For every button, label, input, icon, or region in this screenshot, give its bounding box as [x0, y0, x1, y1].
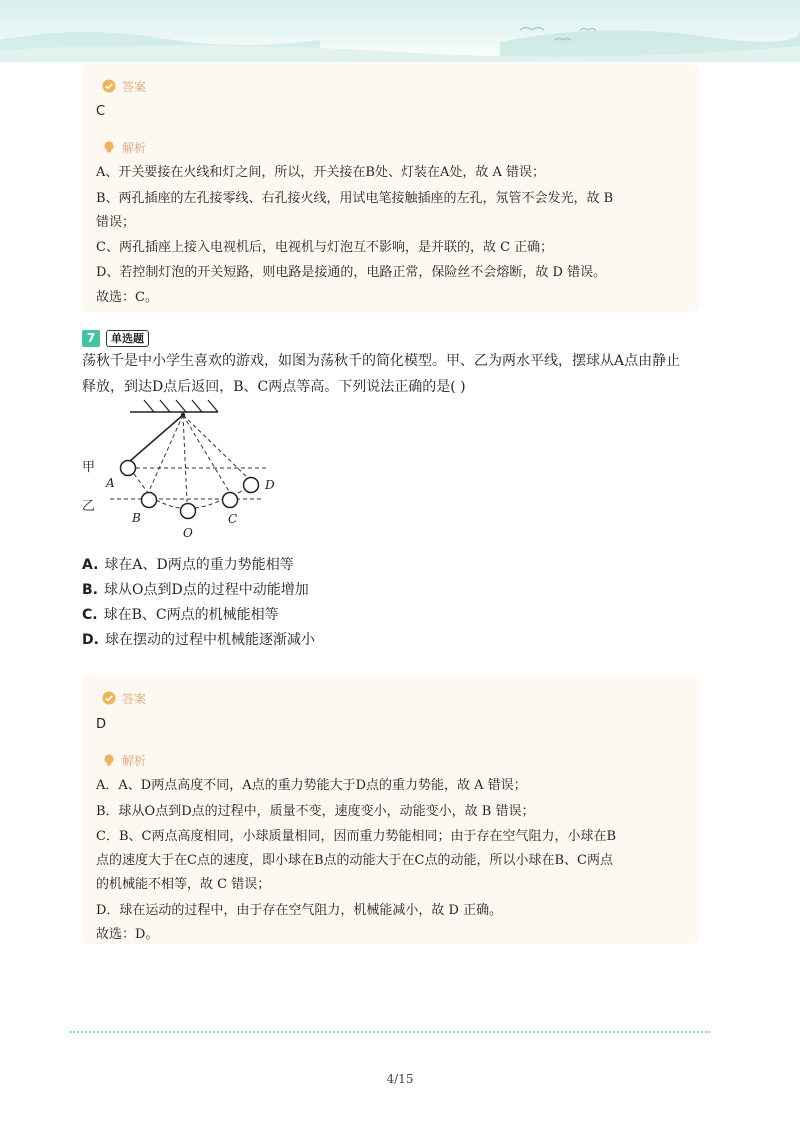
- analysis-line: C．B、C两点高度相同，小球质量相同，因而重力势能相同；由于存在空气阻力，小球在B: [96, 829, 617, 844]
- analysis-line: D．球在运动的过程中，由于存在空气阻力，机械能减小，故 D 正确。: [96, 903, 503, 918]
- point-label-c: C: [228, 512, 238, 526]
- answer-tag: [102, 689, 146, 707]
- point-label-o: O: [183, 526, 193, 540]
- option-text: 球在B、C两点的机械能相等: [103, 607, 279, 623]
- check-circle-icon: [102, 79, 116, 93]
- question-stem-line: 释放，到达D点后返回，B、C两点等高。下列说法正确的是( ): [82, 379, 466, 395]
- analysis-line: B、两孔插座的左孔接零线、右孔接火线，用试电笔接触插座的左孔，氖管不会发光，故 B: [96, 191, 614, 206]
- question-type-badge: 单选题: [106, 330, 149, 347]
- option-letter: D.: [82, 632, 99, 648]
- lightbulb-icon: [102, 140, 116, 154]
- analysis-line: 错误；: [96, 215, 136, 230]
- answer-label: 答案: [122, 691, 147, 706]
- analysis-tag: [102, 138, 146, 156]
- check-circle-icon: [102, 691, 116, 705]
- analysis-line: C、两孔插座上接入电视机后，电视机与灯泡互不影响，是并联的，故 C 正确；: [96, 240, 554, 255]
- option-letter: B.: [82, 582, 98, 598]
- analysis-line: 故选：C。: [96, 290, 158, 305]
- answer-label: 答案: [122, 79, 147, 94]
- option-text: 球在A、D两点的重力势能相等: [104, 557, 294, 573]
- page-number: 4/15: [386, 1072, 414, 1086]
- swing-diagram: [82, 396, 282, 546]
- analysis-tag: [102, 751, 146, 769]
- line-label-yi: 乙: [82, 499, 96, 514]
- header-banner: [0, 0, 800, 62]
- analysis-line: A．A、D两点高度不同，A点的重力势能大于D点的重力势能，故 A 错误；: [96, 778, 527, 793]
- landscape-decoration: [0, 0, 800, 62]
- option-c[interactable]: [82, 605, 279, 625]
- option-letter: A.: [82, 557, 99, 573]
- option-b[interactable]: [82, 580, 309, 600]
- analysis-line: 的机械能不相等，故 C 错误；: [96, 877, 271, 892]
- point-label-d: D: [265, 478, 275, 492]
- question-header: [82, 329, 149, 347]
- lightbulb-icon: [102, 753, 116, 767]
- option-a[interactable]: [82, 555, 294, 575]
- pendulum-figure: [82, 396, 282, 546]
- answer-value: C: [96, 104, 106, 119]
- analysis-line: 故选：D。: [96, 927, 159, 942]
- analysis-label: 解析: [122, 753, 147, 768]
- option-text: 球从O点到D点的过程中动能增加: [104, 582, 309, 598]
- footer-divider: [70, 1031, 710, 1033]
- answer-card-q7: [82, 676, 699, 944]
- option-text: 球在摆动的过程中机械能逐渐减小: [104, 632, 315, 648]
- analysis-line: A、开关要接在火线和灯之间，所以，开关接在B处、灯装在A处，故 A 错误；: [96, 165, 545, 180]
- answer-card-q6: [82, 64, 699, 312]
- analysis-line: 点的速度大于在C点的速度，即小球在B点的动能大于在C点的动能，所以小球在B、C两点: [96, 853, 613, 868]
- answer-tag: [102, 77, 146, 95]
- analysis-line: B．球从O点到D点的过程中，质量不变，速度变小，动能变小，故 B 错误；: [96, 804, 535, 819]
- question-number: 7: [82, 330, 100, 347]
- option-d[interactable]: [82, 630, 315, 650]
- analysis-label: 解析: [122, 140, 147, 155]
- question-stem-line: 荡秋千是中小学生喜欢的游戏，如图为荡秋千的简化模型。甲、乙为两水平线，摆球从A点由静止: [82, 353, 681, 369]
- answer-value: D: [96, 717, 107, 732]
- analysis-line: D、若控制灯泡的开关短路，则电路是接通的，电路正常，保险丝不会熔断，故 D 错误。: [96, 265, 607, 280]
- point-label-b: B: [132, 511, 141, 525]
- line-label-jia: 甲: [82, 460, 96, 475]
- option-letter: C.: [82, 607, 98, 623]
- point-label-a: A: [106, 476, 115, 490]
